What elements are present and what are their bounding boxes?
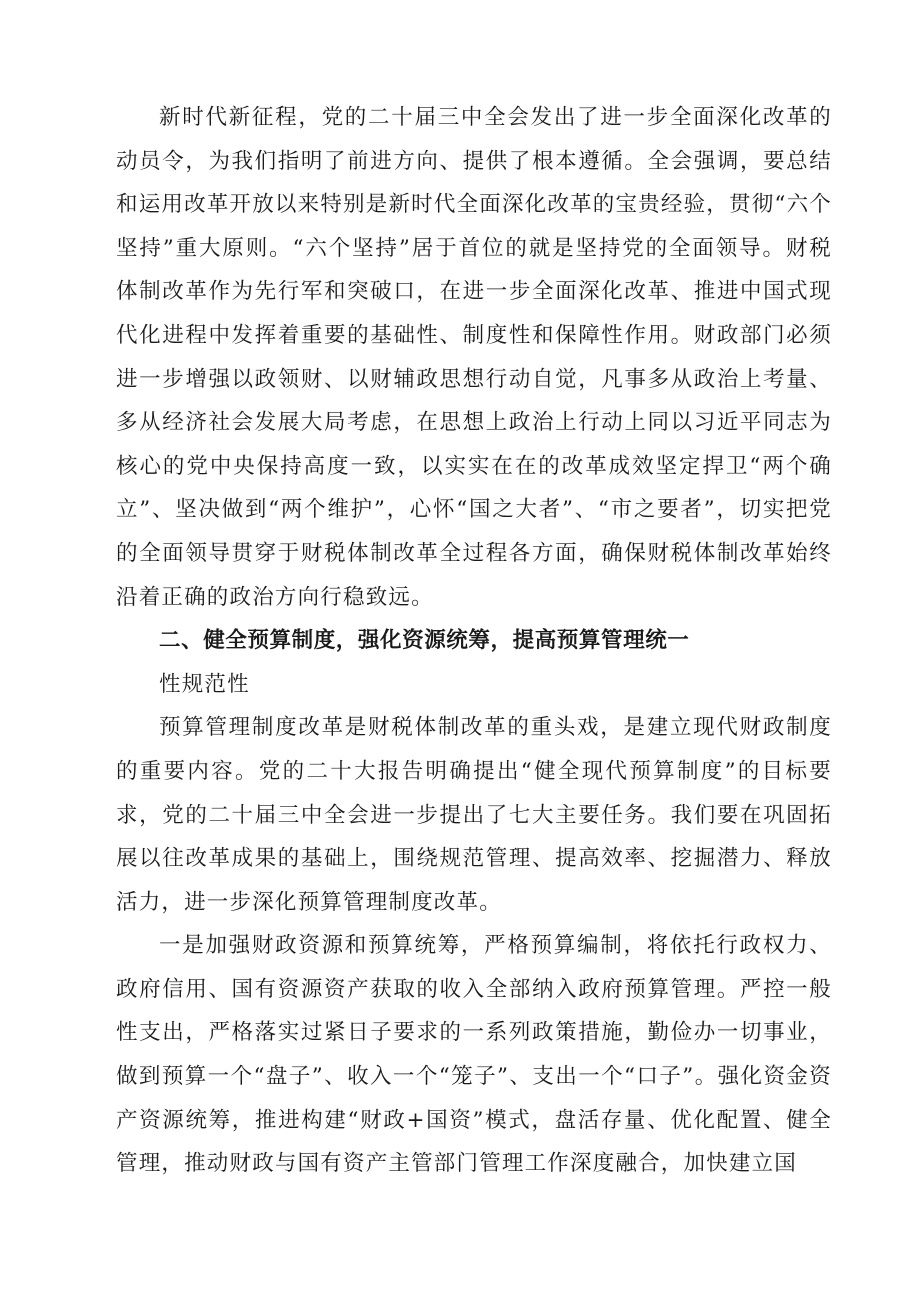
section-heading: 二、健全预算制度，强化资源统筹，提高预算管理统一 <box>159 628 690 654</box>
body-paragraph-3: 一是加强财政资源和预算统筹，严格预算编制，将依托行政权力、政府信用、国有资源资产获取的收入全部纳入政府预算管理。严控一般性支出，严格落实过紧日子要求的一系列政策措施，勤俭办一切事业，做到预算一个“盘子”、收入一个“笼子”、支出一个“口子”。强化资金资产资源统筹，推进构建“财政+国资”模式，盘活存量、优化配置、健全管理，推动财政与国有资产主管部门管理工作深度融合，加快建立国 <box>116 933 832 1177</box>
body-paragraph-2: 预算管理制度改革是财税体制改革的重头戏，是建立现代财政制度的重要内容。党的二十大报告明确提出“健全现代预算制度”的目标要求，党的二十届三中全会进一步提出了七大主要任务。我们要在巩固拓展以往改革成果的基础上，围绕规范管理、提高效率、挖掘潜力、释放活力，进一步深化预算管理制度改革。 <box>116 715 832 915</box>
body-paragraph-1: 新时代新征程，党的二十届三中全会发出了进一步全面深化改革的动员令，为我们指明了前进方向、提供了根本遵循。全会强调，要总结和运用改革开放以来特别是新时代全面深化改革的宝贵经验，贯彻“六个坚持”重大原则。“六个坚持”居于首位的就是坚持党的全面领导。财税体制改革作为先行军和突破口，在进一步全面深化改革、推进中国式现代化进程中发挥着重要的基础性、制度性和保障性作用。财政部门必须进一步增强以政领财、以财辅政思想行动自觉，凡事多从政治上考量、多从经济社会发展大局考虑，在思想上政治上行动上同以习近平同志为核心的党中央保持高度一致，以实实在在的改革成效坚定捍卫“两个确立”、坚决做到“两个维护”，心怀“国之大者”、“市之要者”，切实把党的全面领导贯穿于财税体制改革全过程各方面，确保财税体制改革始终沿着正确的政治方向行稳致远。 <box>116 105 832 610</box>
section-heading-continuation: 性规范性 <box>159 671 250 697</box>
